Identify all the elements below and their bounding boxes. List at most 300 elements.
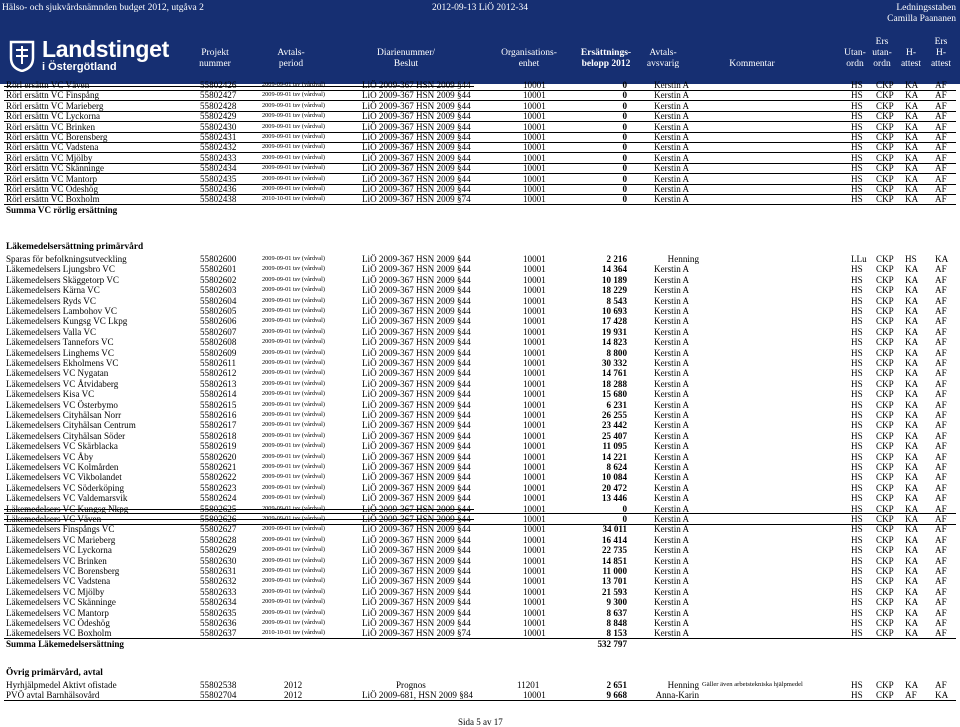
row-ers-h-attest: AF: [935, 399, 947, 410]
row-responsible: Kerstin A: [654, 503, 690, 514]
logo-subtitle: i Östergötland: [42, 61, 117, 73]
row-period: 2010-10-01 tsv (vårdval): [262, 195, 325, 203]
row-amount: 14 221: [601, 451, 627, 462]
row-project-number: 55802704: [200, 690, 237, 701]
row-h-attest: KA: [905, 576, 919, 587]
summary-row: [0, 205, 960, 215]
row-ers-utanordn: CKP: [876, 184, 894, 194]
row-h-attest: KA: [905, 264, 919, 275]
row-name: PVÖ avtal Barnhälsovård: [6, 690, 100, 701]
row-decision: LiÖ 2009-367 HSN 2009 §44: [362, 368, 471, 379]
row-period: 2009-09-01 tsv (vårdval): [262, 338, 325, 346]
table-row: [0, 483, 960, 493]
table-row: [0, 337, 960, 347]
table-row: [0, 690, 960, 700]
page-number: Sida 5 av 17: [458, 717, 503, 727]
row-project-number: 55802617: [200, 420, 237, 431]
table-row: [0, 101, 960, 111]
row-project-number: 55802608: [200, 337, 237, 348]
row-period: 2009-09-01 tsv (vårdval): [262, 164, 325, 172]
row-utanordn: HS: [851, 451, 863, 462]
row-name: Läkemedelsers Ekholmens VC: [6, 357, 119, 368]
row-period: 2009-09-01 tsv (vårdval): [262, 618, 325, 626]
column-header-projekt: [199, 48, 231, 70]
row-ers-h-attest: AF: [935, 264, 947, 275]
row-h-attest: KA: [905, 142, 919, 153]
table-row: [0, 524, 960, 534]
column-header-kommentar: [729, 59, 774, 70]
row-utanordn: HS: [851, 264, 863, 275]
row-utanordn: HS: [851, 399, 863, 410]
row-h-attest: KA: [905, 357, 919, 368]
column-header-line: Diarienummer/: [376, 48, 436, 58]
row-name: Läkemedelsers Valla VC: [6, 326, 97, 337]
row-ers-h-attest: AF: [935, 378, 947, 389]
row-responsible: Kerstin A: [654, 316, 690, 327]
row-decision: LiÖ 2009-367 HSN 2009 §44: [362, 513, 471, 524]
row-utanordn: HS: [851, 152, 863, 163]
row-ers-h-attest: AF: [935, 142, 947, 153]
row-amount: 14 364: [601, 264, 627, 275]
row-responsible: Henning: [667, 253, 699, 264]
row-project-number: 55802635: [200, 607, 237, 618]
row-ers-utanordn: CKP: [876, 493, 894, 504]
row-utanordn: HS: [851, 513, 863, 524]
row-name: Läkemedelsers Cityhälsan Norr: [6, 409, 122, 420]
row-ers-h-attest: AF: [935, 368, 947, 379]
table-row: [0, 576, 960, 586]
row-decision: LiÖ 2009-367 HSN 2009 §44: [362, 305, 471, 316]
strikethrough-line: [4, 509, 474, 510]
row-unit: 10001: [523, 295, 546, 306]
row-responsible: Kerstin A: [654, 472, 690, 483]
row-period: 2009-09-01 tsv (vårdval): [262, 174, 325, 182]
row-unit: 10001: [523, 264, 546, 275]
row-ers-utanordn: CKP: [876, 565, 894, 576]
row-amount: 16 414: [601, 534, 627, 545]
row-ers-h-attest: AF: [935, 503, 947, 514]
row-utanordn: HS: [851, 337, 863, 348]
table-row: [0, 535, 960, 545]
row-utanordn: HS: [851, 378, 863, 389]
row-utanordn: HS: [851, 389, 863, 400]
row-ers-h-attest: AF: [935, 420, 947, 431]
row-amount: 18 229: [601, 285, 627, 296]
table-row: [0, 504, 960, 514]
row-utanordn: HS: [851, 121, 863, 132]
column-header-line: Projekt: [201, 48, 229, 58]
row-ers-h-attest: AF: [935, 555, 947, 566]
row-responsible: Kerstin A: [654, 399, 690, 410]
row-responsible: Kerstin A: [654, 607, 690, 618]
row-utanordn: HS: [851, 274, 863, 285]
summary-label: Summa VC rörlig ersättning: [6, 204, 118, 215]
row-ers-utanordn: CKP: [876, 534, 894, 545]
row-responsible: Kerstin A: [654, 100, 690, 111]
row-project-number: 55802624: [200, 493, 237, 504]
row-responsible: Kerstin A: [654, 326, 690, 337]
row-project-number: 55802616: [200, 409, 237, 420]
section-title: Övrig primärvård, avtal: [6, 668, 103, 678]
row-amount: 8 543: [606, 295, 627, 306]
row-unit: 10001: [523, 389, 546, 400]
row-amount: 13 701: [601, 576, 627, 587]
row-ers-utanordn: CKP: [876, 607, 894, 618]
row-name: Läkemedelsers VC Marieberg: [6, 534, 116, 545]
row-ers-utanordn: CKP: [876, 326, 894, 337]
row-period: 2009-09-01 tsv (vårdval): [262, 133, 325, 140]
row-h-attest: KA: [905, 152, 919, 163]
row-unit: 10001: [523, 503, 546, 514]
column-header-line: Ers: [875, 37, 889, 47]
row-amount: 8 624: [606, 461, 627, 472]
row-project-number: 55802605: [200, 305, 237, 316]
row-utanordn: HS: [851, 142, 863, 153]
row-unit: 10001: [523, 420, 546, 431]
row-project-number: 55802600: [200, 253, 237, 264]
row-name: Hyrhjälpmedel Aktivt ofistade: [6, 679, 117, 690]
row-project-number: 55802438: [200, 194, 237, 205]
row-decision: LiÖ 2009-367 HSN 2009 §44: [362, 409, 471, 420]
column-header-line: H-: [905, 48, 917, 58]
row-ers-h-attest: AF: [935, 326, 947, 337]
row-amount: 11 095: [602, 441, 627, 452]
row-ers-h-attest: AF: [935, 285, 947, 296]
row-name: Rörl ersättn VC Marieberg: [6, 100, 104, 111]
row-ers-h-attest: AF: [935, 513, 947, 524]
row-amount: 9 668: [606, 690, 627, 701]
column-header-line: Beslut: [393, 59, 419, 69]
staff-person: Camilla Paananen: [887, 14, 956, 24]
row-project-number: 55802538: [200, 679, 237, 690]
row-h-attest: KA: [905, 121, 919, 132]
row-decision: LiÖ 2009-367 HSN 2009 §74: [362, 194, 471, 205]
column-header-line: Utan-: [844, 48, 866, 58]
row-ers-h-attest: AF: [935, 337, 947, 348]
row-decision: LiÖ 2009-367 HSN 2009 §74: [362, 628, 471, 639]
row-responsible: Kerstin A: [654, 524, 690, 535]
row-name: Läkemedelsers Finspångs VC: [6, 524, 115, 535]
row-amount: 0: [622, 90, 627, 101]
row-period: 2009-09-01 tsv (vårdval): [262, 587, 325, 595]
row-name: Läkemedelsers Tannefors VC: [6, 337, 114, 348]
row-ers-utanordn: CKP: [876, 524, 894, 535]
row-amount: 9 300: [606, 597, 627, 608]
row-ers-utanordn: CKP: [876, 305, 894, 316]
row-project-number: 55802628: [200, 534, 237, 545]
column-header-line: Avtals-: [649, 48, 677, 58]
row-ers-h-attest: AF: [935, 194, 947, 205]
row-decision: LiÖ 2009-367 HSN 2009 §44: [362, 132, 471, 142]
row-amount: 0: [622, 184, 627, 194]
row-project-number: 55802623: [200, 482, 237, 493]
row-h-attest: AF: [905, 690, 917, 701]
row-ers-h-attest: AF: [935, 586, 947, 597]
row-decision: LiÖ 2009-367 HSN 2009 §44: [362, 274, 471, 285]
row-period: 2009-09-01 tsv (vårdval): [262, 358, 325, 366]
row-ers-utanordn: CKP: [876, 503, 894, 514]
row-project-number: 55802631: [200, 565, 237, 576]
row-period: 2009-09-01 tsv (vårdval): [262, 390, 325, 398]
row-amount: 17 428: [601, 316, 627, 327]
row-period: 2009-09-01 tsv (vårdval): [262, 483, 325, 491]
row-ers-utanordn: CKP: [876, 121, 894, 132]
row-amount: 0: [622, 111, 627, 122]
row-h-attest: KA: [905, 565, 919, 576]
row-ers-utanordn: CKP: [876, 132, 894, 142]
table-row: [0, 358, 960, 368]
row-project-number: 55802618: [200, 430, 237, 441]
row-period: 2009-09-01 tsv (vårdval): [262, 317, 325, 325]
row-utanordn: HS: [851, 690, 863, 701]
row-utanordn: LLu: [851, 253, 867, 264]
row-period: 2009-09-01 tsv (vårdval): [262, 431, 325, 439]
table-row: [0, 90, 960, 100]
row-unit: 10001: [523, 524, 546, 535]
row-h-attest: KA: [905, 316, 919, 327]
row-responsible: Kerstin A: [654, 534, 690, 545]
row-unit: 10001: [523, 586, 546, 597]
row-ers-h-attest: AF: [935, 347, 947, 358]
row-period: 2009-09-01 tsv (vårdval): [262, 525, 325, 533]
row-decision: LiÖ 2009-367 HSN 2009 §44: [362, 555, 471, 566]
row-decision: LiÖ 2009-367 HSN 2009 §44: [362, 316, 471, 327]
row-name: Rörl ersättn VC Borensberg: [6, 132, 108, 142]
row-amount: 11 000: [602, 565, 627, 576]
row-unit: 10001: [523, 378, 546, 389]
row-name: Läkemedelsers Lambohov VC: [6, 305, 117, 316]
table-row: [0, 163, 960, 173]
row-period: 2009-09-01 tsv (vårdval): [262, 122, 325, 130]
row-responsible: Kerstin A: [654, 111, 690, 122]
column-header-ers_h_attest: [931, 37, 951, 70]
row-period: 2009-09-01 tsv (vårdval): [262, 112, 325, 120]
row-amount: 2 216: [606, 253, 627, 264]
row-unit: 10001: [523, 253, 546, 264]
row-unit: 10001: [523, 274, 546, 285]
row-responsible: Kerstin A: [654, 264, 690, 275]
row-name: Rörl ersättn VC Vadstena: [6, 142, 99, 153]
row-utanordn: HS: [851, 326, 863, 337]
row-decision: LiÖ 2009-367 HSN 2009 §44: [362, 347, 471, 358]
row-amount: 26 255: [601, 409, 627, 420]
row-responsible: Kerstin A: [654, 173, 690, 184]
row-utanordn: HS: [851, 316, 863, 327]
row-responsible: Kerstin A: [654, 80, 690, 90]
row-h-attest: KA: [905, 337, 919, 348]
row-ers-h-attest: AF: [935, 184, 947, 194]
row-project-number: 55802627: [200, 524, 237, 535]
column-header-line: nummer: [199, 59, 231, 69]
row-ers-utanordn: CKP: [876, 679, 894, 690]
row-project-number: 55802634: [200, 597, 237, 608]
row-decision: LiÖ 2009-367 HSN 2009 §44: [362, 111, 471, 122]
row-ers-utanordn: CKP: [876, 513, 894, 524]
table-row: [0, 514, 960, 524]
row-amount: 8 848: [606, 617, 627, 628]
row-amount: 34 011: [602, 524, 627, 535]
row-ers-utanordn: CKP: [876, 194, 894, 205]
row-ers-h-attest: AF: [935, 472, 947, 483]
table-row: [0, 597, 960, 607]
document-date: 2012-09-13 LiÖ 2012-34: [432, 3, 529, 13]
row-h-attest: KA: [905, 534, 919, 545]
row-period: 2009-09-01 tsv (vårdval): [262, 494, 325, 502]
row-unit: 10001: [523, 513, 546, 524]
row-utanordn: HS: [851, 597, 863, 608]
row-period: 2009-09-01 tsv (vårdval): [262, 254, 325, 262]
row-unit: 10001: [523, 607, 546, 618]
row-period: 2009-09-01 tsv (vårdval): [262, 473, 325, 481]
row-amount: 13 446: [601, 493, 627, 504]
row-responsible: Kerstin A: [654, 513, 690, 524]
row-responsible: Kerstin A: [654, 274, 690, 285]
column-header-line: attest: [930, 59, 952, 69]
row-decision: LiÖ 2009-367 HSN 2009 §44: [362, 399, 471, 410]
row-period: 2009-09-01 tsv (vårdval): [262, 556, 325, 564]
row-period: 2009-09-01 tsv (vårdval): [262, 153, 325, 161]
row-responsible: Kerstin A: [654, 121, 690, 132]
row-h-attest: KA: [905, 173, 919, 184]
row-name: Läkemedelsers VC Österbymo: [6, 399, 118, 410]
row-amount: 2 651: [606, 679, 627, 690]
row-responsible: Kerstin A: [654, 565, 690, 576]
row-utanordn: HS: [851, 586, 863, 597]
row-period: 2009-09-01 tsv (vårdval): [262, 265, 325, 273]
row-project-number: 55802615: [200, 399, 237, 410]
row-name: Läkemedelsers Cityhälsan Centrum: [6, 420, 136, 431]
row-decision: LiÖ 2009-367 HSN 2009 §44: [362, 152, 471, 163]
row-ers-utanordn: CKP: [876, 472, 894, 483]
row-unit: 10001: [523, 493, 546, 504]
row-ers-h-attest: AF: [935, 441, 947, 452]
row-project-number: 55802430: [200, 121, 237, 132]
row-decision: LiÖ 2009-367 HSN 2009 §44: [362, 121, 471, 132]
row-name: Läkemedelsers VC Åtvidaberg: [6, 378, 119, 389]
row-decision: LiÖ 2009-367 HSN 2009 §44: [362, 80, 471, 90]
row-utanordn: HS: [851, 565, 863, 576]
row-period: 2009-09-01 tsv (vårdval): [262, 400, 325, 408]
row-ers-utanordn: CKP: [876, 264, 894, 275]
row-responsible: Kerstin A: [654, 451, 690, 462]
table-row: [0, 389, 960, 399]
row-ers-utanordn: CKP: [876, 545, 894, 556]
table-row: [0, 111, 960, 121]
row-responsible: Kerstin A: [654, 597, 690, 608]
row-unit: 10001: [523, 555, 546, 566]
row-decision: LiÖ 2009-367 HSN 2009 §44: [362, 285, 471, 296]
row-period: 2009-09-01 tsv (vårdval): [262, 327, 325, 335]
table-row: [0, 628, 960, 638]
row-h-attest: KA: [905, 461, 919, 472]
row-responsible: Kerstin A: [654, 493, 690, 504]
column-header-line: Avtals-: [277, 48, 305, 58]
column-header-ersattning: [581, 48, 631, 70]
row-h-attest: KA: [905, 194, 919, 205]
row-amount: 18 288: [601, 378, 627, 389]
row-ers-h-attest: KA: [935, 690, 949, 701]
row-ers-h-attest: AF: [935, 111, 947, 122]
row-h-attest: KA: [905, 524, 919, 535]
table-row: [0, 80, 960, 90]
table-row: [0, 254, 960, 264]
row-ers-h-attest: AF: [935, 121, 947, 132]
row-ers-h-attest: AF: [935, 409, 947, 420]
row-responsible: Kerstin A: [654, 337, 690, 348]
row-amount: 0: [622, 121, 627, 132]
row-ers-utanordn: CKP: [876, 316, 894, 327]
row-name: Läkemedelsers VC Skänninge: [6, 597, 116, 608]
row-unit: 10001: [523, 628, 546, 639]
row-responsible: Kerstin A: [654, 617, 690, 628]
summary-row: [0, 639, 960, 649]
row-h-attest: KA: [905, 441, 919, 452]
row-decision: LiÖ 2009-367 HSN 2009 §44: [362, 337, 471, 348]
row-ers-utanordn: CKP: [876, 368, 894, 379]
row-h-attest: KA: [905, 472, 919, 483]
row-decision: LiÖ 2009-367 HSN 2009 §44: [362, 420, 471, 431]
row-utanordn: HS: [851, 679, 863, 690]
column-header-line: Ers: [934, 37, 948, 47]
row-unit: 10001: [523, 163, 546, 174]
row-h-attest: KA: [905, 409, 919, 420]
table-row: [0, 285, 960, 295]
row-ers-utanordn: CKP: [876, 142, 894, 153]
table-row: [0, 452, 960, 462]
row-decision: LiÖ 2009-367 HSN 2009 §44: [362, 482, 471, 493]
row-responsible: Kerstin A: [654, 409, 690, 420]
row-utanordn: HS: [851, 503, 863, 514]
row-h-attest: KA: [905, 132, 919, 142]
table-row: [0, 174, 960, 184]
row-ers-utanordn: CKP: [876, 586, 894, 597]
row-unit: 10001: [523, 90, 546, 101]
row-h-attest: KA: [905, 628, 919, 639]
row-h-attest: KA: [905, 420, 919, 431]
row-decision: LiÖ 2009-367 HSN 2009 §44: [362, 493, 471, 504]
row-name: Rörl ersättn VC Väven: [6, 80, 90, 90]
row-ers-h-attest: AF: [935, 482, 947, 493]
column-header-line: utan-: [872, 48, 892, 58]
table-row: [0, 431, 960, 441]
column-header-line: avsvarig: [646, 59, 680, 69]
row-h-attest: KA: [905, 295, 919, 306]
row-unit: 10001: [523, 472, 546, 483]
row-project-number: 55802622: [200, 472, 237, 483]
row-responsible: Kerstin A: [654, 389, 690, 400]
row-utanordn: HS: [851, 441, 863, 452]
row-amount: 10 084: [601, 472, 627, 483]
row-ers-h-attest: AF: [935, 152, 947, 163]
row-decision: LiÖ 2009-367 HSN 2009 §44: [362, 326, 471, 337]
row-ers-h-attest: AF: [935, 524, 947, 535]
column-header-diarienummer: [377, 48, 435, 70]
table-row: [0, 122, 960, 132]
row-decision: LiÖ 2009-367 HSN 2009 §44: [362, 264, 471, 275]
row-responsible: Kerstin A: [654, 368, 690, 379]
row-h-attest: HS: [905, 253, 917, 264]
row-h-attest: KA: [905, 80, 919, 90]
row-ers-h-attest: AF: [935, 628, 947, 639]
row-ers-utanordn: CKP: [876, 576, 894, 587]
table-row: [0, 618, 960, 628]
row-amount: 6 231: [606, 399, 627, 410]
document-title: Hälso- och sjukvårdsnämnden budget 2012, utgåva 2: [2, 3, 204, 13]
row-h-attest: KA: [905, 503, 919, 514]
row-decision: LiÖ 2009-367 HSN 2009 §44: [362, 534, 471, 545]
row-unit: 10001: [523, 451, 546, 462]
row-amount: 22 735: [601, 545, 627, 556]
